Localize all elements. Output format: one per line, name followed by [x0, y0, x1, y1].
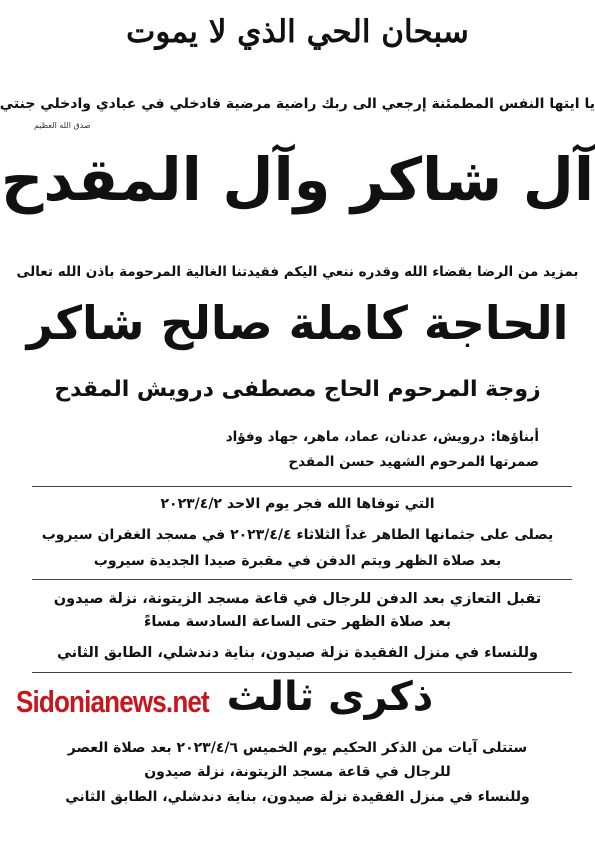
site-watermark: Sidonianews.net [16, 684, 209, 719]
inlaws-label: صمرتها : [479, 454, 539, 470]
family-name-title: آل شاكر وآل المقدح [0, 145, 595, 214]
third-day-title: ذكرى ثالث [226, 674, 434, 720]
condolence-line: بعد صلاة الظهر حتى الساعة السادسة مساءً [143, 614, 452, 630]
third-day-line: وللنساء في منزل الفقيدة نزلة صيدون، بناية دندشلي، الطابق الثاني [65, 789, 530, 805]
header-calligraphy: سبحان الحي الذي لا يموت [126, 14, 469, 50]
divider [32, 579, 572, 580]
inlaws-names: المرحوم الشهيد حسن المقدح [288, 454, 485, 470]
verse-source: صدق الله العظيم [34, 121, 91, 130]
sons-label: أبناؤها: [490, 429, 539, 445]
divider [32, 672, 572, 673]
deceased-name: الحاجة كاملة صالح شاكر [26, 296, 569, 350]
wife-of-line: زوجة المرحوم الحاج مصطفى درويش المقدح [54, 377, 541, 402]
divider [32, 486, 572, 487]
quran-verse: يا ايتها النفس المطمئنة إرجعي الى ربك راضية مرضية فادخلي في عبادي وادخلي جنتي [0, 96, 595, 112]
funeral-line: التي توفاها الله فجر يوم الاحد ٢٠٢٣/٤/٢ [160, 496, 435, 512]
funeral-line: يصلى على جثمانها الطاهر غداً الثلاثاء ٢٠٢٣/٤/٤ في مسجد الغفران سيروب [41, 527, 554, 543]
third-day-line: ستتلى آيات من الذكر الحكيم يوم الخميس ٢٠٢٣/٤/٦ بعد صلاة العصر [67, 740, 528, 756]
third-day-line: للرجال في قاعة مسجد الزيتونة، نزلة صيدون [144, 764, 451, 780]
funeral-line: بعد صلاة الظهر ويتم الدفن في مقبرة صيدا الجديدة سيروب [93, 553, 502, 569]
announcement-intro: بمزيد من الرضا بقضاء الله وقدره ننعي اليكم فقيدتنا الغالية المرحومة باذن الله تعالى [16, 264, 579, 280]
condolence-line: تقبل التعازي بعد الدفن للرجال في قاعة مسجد الزيتونة، نزلة صيدون [53, 591, 542, 607]
sons-names: درويش، عدنان، عماد، ماهر، جهاد وفؤاد [225, 429, 485, 445]
condolence-line: وللنساء في منزل الفقيدة نزلة صيدون، بناية دندشلي، الطابق الثاني [56, 645, 539, 661]
